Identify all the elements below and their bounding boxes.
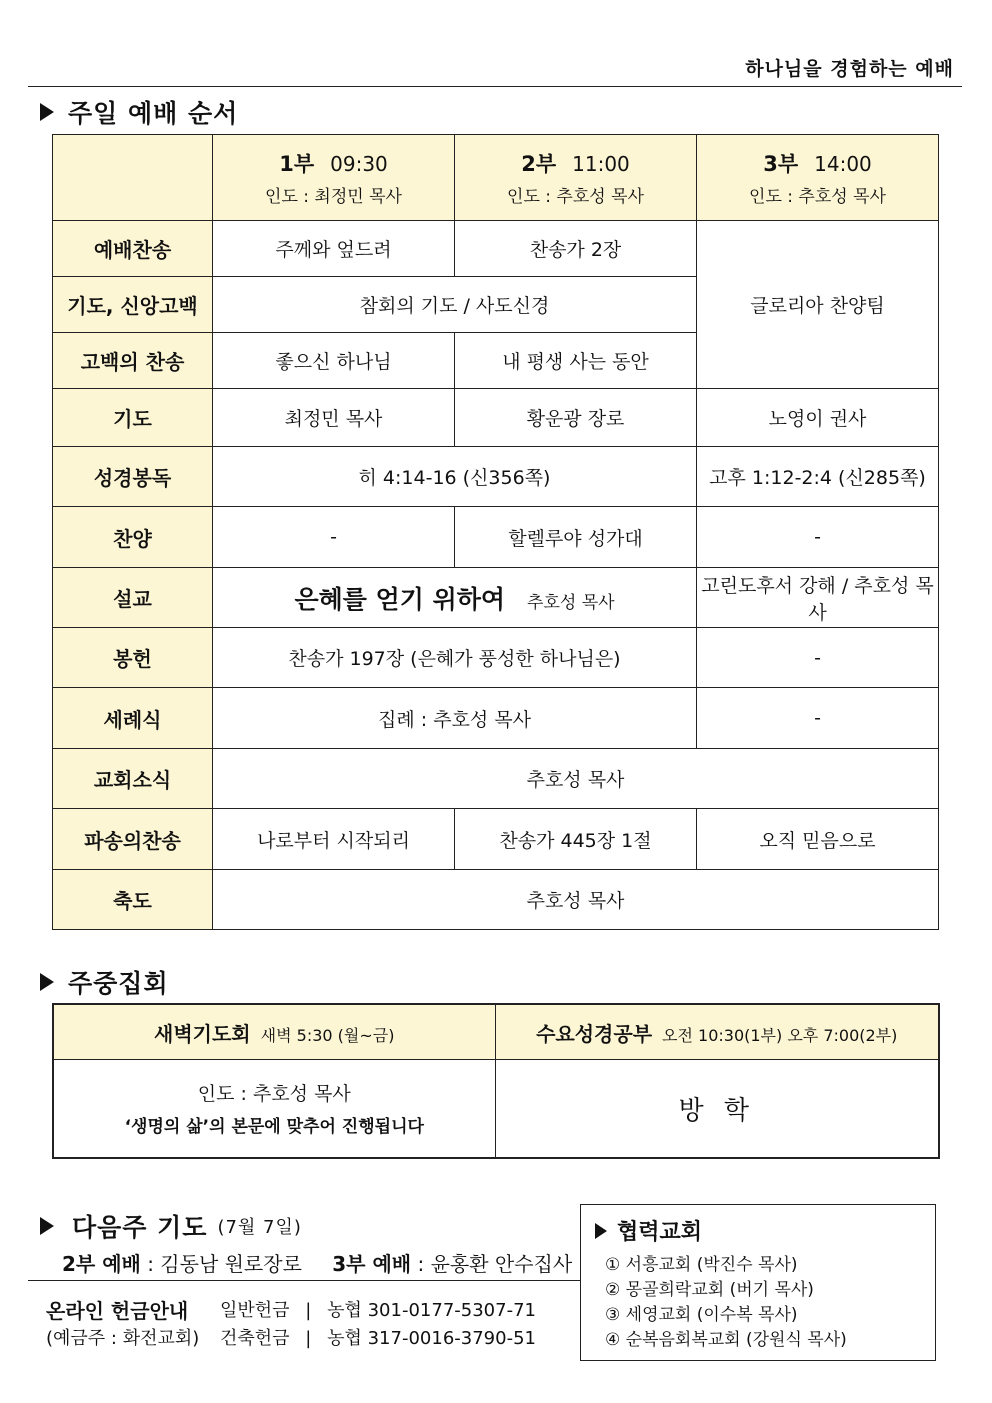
- triangle-bullet-icon: [40, 1217, 54, 1235]
- sunday-section-heading: [40, 94, 238, 130]
- news-all: 추호성 목사: [213, 749, 939, 809]
- next-prayer-title: 다음주 기도: [72, 1213, 208, 1242]
- online-offering-depositor: (예금주 : 화전교회): [46, 1328, 200, 1349]
- next-prayer-heading: [40, 1208, 302, 1244]
- dawn-prayer-leader: 인도 : 추호성 목사: [197, 1083, 351, 1106]
- next-prayer-date: (7월 7일): [217, 1217, 302, 1238]
- sending-s2: 찬송가 445장 1절: [455, 809, 697, 870]
- next-prayer-s2-value: : 김동남 원로장로: [147, 1252, 302, 1276]
- weekly-content-row: [53, 1060, 939, 1158]
- list-item: ① 서흥교회 (박진수 목사): [605, 1255, 798, 1275]
- prayer-s3: 노영이 권사: [697, 389, 939, 447]
- list-item: ③ 세영교회 (이수복 목사): [605, 1305, 798, 1325]
- offering-account-building: 건축헌금 | 농협 317-0016-3790-51: [220, 1328, 536, 1349]
- triangle-bullet-icon: [40, 973, 54, 991]
- row-label-offering: 봉헌: [53, 628, 213, 688]
- gloria-team-cell: 글로리아 찬양팀: [697, 221, 939, 389]
- next-prayer-s3-label: 3부 예배: [332, 1252, 412, 1276]
- baptism-s3: -: [697, 688, 939, 749]
- bottom-divider: [28, 1280, 580, 1281]
- table-row: [53, 628, 939, 688]
- service-3-header: 3부 14:00 인도 : 추호성 목사: [697, 135, 939, 221]
- prayer-s1: 최정민 목사: [213, 389, 455, 447]
- list-item: ② 몽골희락교회 (버기 목사): [605, 1280, 814, 1300]
- next-prayer-s3-value: : 윤홍환 안수집사: [417, 1252, 573, 1276]
- triangle-bullet-icon: [595, 1223, 607, 1239]
- next-prayer-s2-label: 2부 예배: [62, 1252, 141, 1276]
- service-1-leader: 인도 : 최정민 목사: [265, 187, 402, 207]
- wednesday-study-content: [495, 1060, 939, 1158]
- hymn-s2: 찬송가 2장: [455, 221, 697, 277]
- dawn-prayer-header: [53, 1004, 495, 1060]
- page-header-title: 하나님을 경험하는 예배: [745, 58, 954, 80]
- table-row: [53, 389, 939, 447]
- header-divider: [28, 86, 962, 87]
- table-row: [53, 688, 939, 749]
- partner-churches-list: [605, 1253, 847, 1353]
- table-row: [53, 447, 939, 507]
- prayer-creed-s12: 참회의 기도 / 사도신경: [213, 277, 697, 333]
- sermon-s3: 고린도후서 강해 / 추호성 목사: [697, 568, 939, 628]
- wednesday-study-title: 수요성경공부: [536, 1021, 653, 1046]
- sunday-section-title: 주일 예배 순서: [68, 99, 239, 128]
- service-2-header: 2부 11:00 인도 : 추호성 목사: [455, 135, 697, 221]
- row-label-sermon: 설교: [53, 568, 213, 628]
- row-label-baptism: 세례식: [53, 688, 213, 749]
- sending-s1: 나로부터 시작되리: [213, 809, 455, 870]
- row-label-reading: 성경봉독: [53, 447, 213, 507]
- weekly-header-row: [53, 1004, 939, 1060]
- confession-s2: 내 평생 사는 동안: [455, 333, 697, 389]
- table-row: [53, 870, 939, 930]
- weekly-section-title: 주중집회: [68, 969, 169, 998]
- offering-s12: 찬송가 197장 (은혜가 풍성한 하나님은): [213, 628, 697, 688]
- partner-churches-title: 협력교회: [617, 1220, 703, 1245]
- weekly-meetings-table: [52, 1003, 940, 1159]
- dawn-prayer-note: ‘생명의 삶’의 본문에 맞추어 진행됩니다: [124, 1117, 424, 1138]
- dawn-prayer-title: 새벽기도회: [154, 1021, 251, 1046]
- wednesday-study-time: 오전 10:30(1부) 오후 7:00(2부): [662, 1025, 898, 1045]
- row-label-news: 교회소식: [53, 749, 213, 809]
- offering-s3: -: [697, 628, 939, 688]
- service-3-leader: 인도 : 추호성 목사: [749, 187, 886, 207]
- sermon-leader: 추호성 목사: [527, 592, 615, 613]
- service-1-header: 1부 09:30 인도 : 최정민 목사: [213, 135, 455, 221]
- row-label-benediction: 축도: [53, 870, 213, 930]
- prayer-s2: 황운광 장로: [455, 389, 697, 447]
- table-row: [53, 749, 939, 809]
- praise-s3: -: [697, 507, 939, 568]
- table-row: [53, 221, 939, 277]
- reading-s3: 고후 1:12-2:4 (신285쪽): [697, 447, 939, 507]
- sermon-title: 은혜를 얻기 위하여: [294, 584, 506, 614]
- table-header-row: [53, 135, 939, 221]
- dawn-prayer-content: [53, 1060, 495, 1158]
- service-2-leader: 인도 : 추호성 목사: [507, 187, 644, 207]
- sending-s3: 오직 믿음으로: [697, 809, 939, 870]
- sermon-s12: [213, 568, 697, 628]
- row-label-confession: 고백의 찬송: [53, 333, 213, 389]
- worship-order-table: [52, 134, 939, 930]
- row-label-prayer-creed: 기도, 신앙고백: [53, 277, 213, 333]
- row-label-hymn: 예배찬송: [53, 221, 213, 277]
- table-row: [53, 507, 939, 568]
- offering-account-general: 일반헌금 | 농협 301-0177-5307-71: [220, 1300, 536, 1321]
- table-row: [53, 568, 939, 628]
- row-label-sending: 파송의찬송: [53, 809, 213, 870]
- benediction-all: 추호성 목사: [213, 870, 939, 930]
- row-label-prayer: 기도: [53, 389, 213, 447]
- baptism-s12: 집례 : 추호성 목사: [213, 688, 697, 749]
- online-offering-title: 온라인 헌금안내: [46, 1299, 189, 1323]
- triangle-bullet-icon: [40, 103, 54, 121]
- partner-churches-heading: [595, 1215, 702, 1246]
- header-empty-cell: [53, 135, 213, 221]
- praise-s2: 할렐루야 성가대: [455, 507, 697, 568]
- list-item: ④ 순복음회복교회 (강원식 목사): [605, 1330, 847, 1350]
- dawn-prayer-time: 새벽 5:30 (월~금): [260, 1025, 395, 1045]
- hymn-s1: 주께와 엎드려: [213, 221, 455, 277]
- wednesday-study-header: [495, 1004, 939, 1060]
- confession-s1: 좋으신 하나님: [213, 333, 455, 389]
- reading-s12: 히 4:14-16 (신356쪽): [213, 447, 697, 507]
- praise-s1: -: [213, 507, 455, 568]
- wednesday-study-status: 방 학: [678, 1095, 755, 1126]
- partner-churches-box: [580, 1204, 936, 1361]
- next-prayer-assignments: [62, 1248, 572, 1277]
- weekly-section-heading: [40, 964, 169, 1000]
- row-label-praise: 찬양: [53, 507, 213, 568]
- table-row: [53, 809, 939, 870]
